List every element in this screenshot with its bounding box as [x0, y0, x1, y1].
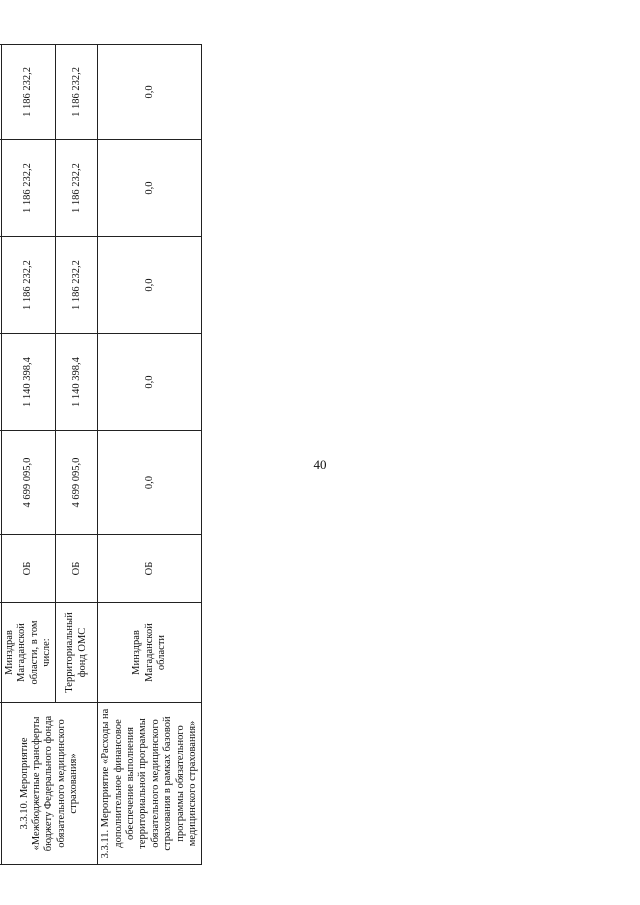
row-source: ОБ — [56, 535, 98, 603]
row-2025: 0,0 — [98, 44, 202, 139]
row-2024: 1 186 232,2 — [56, 140, 98, 237]
row-source: ОБ — [98, 535, 202, 603]
row-2022: 0,0 — [98, 334, 202, 431]
page-number: 40 — [313, 457, 327, 472]
table-row — [1, 44, 56, 864]
row-2025: 1 186 232,2 — [1, 44, 56, 139]
row-2024: 0,0 — [98, 140, 202, 237]
row-executor: Минздрав Магаданской области — [98, 603, 202, 703]
row-executor: Территориальный фонд ОМС — [56, 603, 98, 703]
row-2023: 0,0 — [98, 237, 202, 334]
row-2022: 1 140 398,4 — [1, 334, 56, 431]
row-executor: Минздрав Магаданской области, в том числе: — [1, 603, 56, 703]
row-2024: 1 186 232,2 — [1, 140, 56, 237]
row-source: ОБ — [1, 535, 56, 603]
row-total: 4 699 095,0 — [56, 431, 98, 535]
row-2022: 1 140 398,4 — [56, 334, 98, 431]
table-row — [98, 44, 202, 864]
row-total: 4 699 095,0 — [1, 431, 56, 535]
budget-table — [0, 44, 202, 865]
row-2023: 1 186 232,2 — [1, 237, 56, 334]
row-2025: 1 186 232,2 — [56, 44, 98, 139]
row-name: 3.3.11. Мероприятие «Расходы на дополнительное финансовое обеспечение выполнения территориальной программы обязательного медицинского страхования в рамках базовой программы обязательного медицинского страхования» — [98, 703, 202, 865]
rotated-table-sheet — [0, 45, 198, 865]
row-name: 3.3.10. Мероприятие «Межбюджетные трансферты бюджету Федерального фонда обязательного медицинского страхования» — [1, 703, 98, 865]
row-total: 0,0 — [98, 431, 202, 535]
row-2023: 1 186 232,2 — [56, 237, 98, 334]
